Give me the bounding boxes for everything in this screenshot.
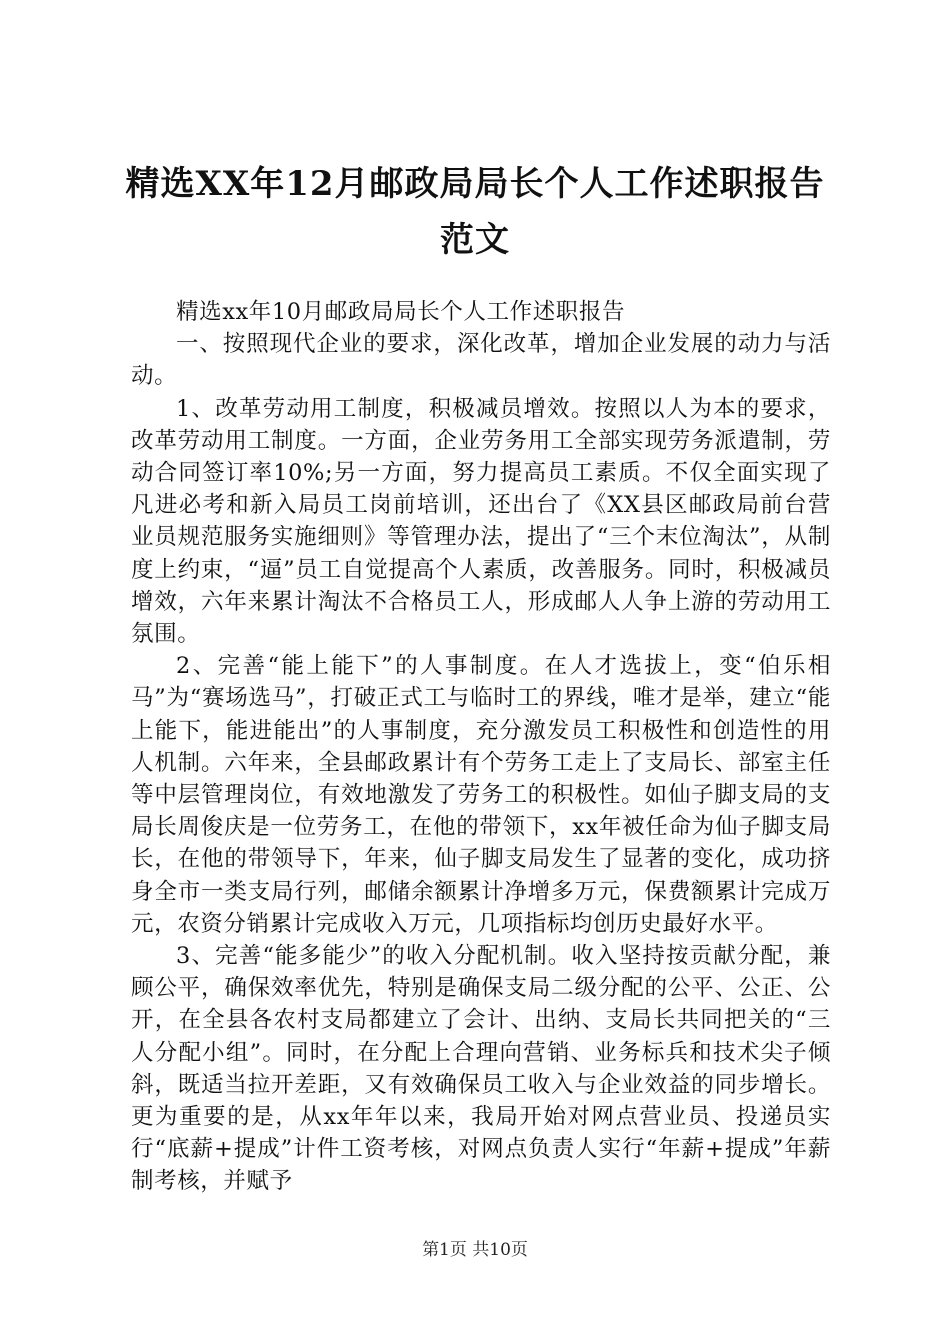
document-title: 精选XX年12月邮政局局长个人工作述职报告	[125, 164, 825, 204]
paragraph-item-1: 1、改革劳动用工制度，积极减员增效。按照以人为本的要求，改革劳动用工制度。一方面，企业劳务用工全部实现劳务派遣制，劳动合同签订率10%;另一方面，努力提高员工素质。不仅全面实现了凡进必考和新入局员工岗前培训，还出台了《XX县区邮政局前台营业员规范服务实施细则》等管理办法，提出了“三个末位淘汰”，从制度上约束，“逼”员工自觉提高个人素质，改善服务。同时，积极减员增效，六年来累计淘汰不合格员工人，形成邮人人争上游的劳动用工氛围。	[131, 395, 831, 648]
paragraph-item-3: 3、完善“能多能少”的收入分配机制。收入坚持按贡献分配，兼顾公平，确保效率优先，特别是确保支局二级分配的公平、公正、公开，在全县各农村支局都建立了会计、出纳、支局长共同把关的“三人分配小组”。同时，在分配上合理向营销、业务标兵和技术尖子倾斜，既适当拉开差距，又有效确保员工收入与企业效益的同步增长。更为重要的是，从xx年年以来，我局开始对网点营业员、投递员实行“底薪+提成”计件工资考核，对网点负责人实行“年薪+提成”年薪制考核，并赋予	[131, 943, 831, 1195]
paragraph-section-heading: 一、按照现代企业的要求，深化改革，增加企业发展的动力与活动。	[131, 331, 831, 390]
page-number-footer: 第1页 共10页	[422, 1240, 528, 1260]
document-body	[131, 296, 831, 1198]
paragraph-item-2: 2、完善“能上能下”的人事制度。在人才选拔上，变“伯乐相马”为“赛场选马”，打破正式工与临时工的界线，唯才是举，建立“能上能下，能进能出”的人事制度，充分激发员工积极性和创造性的用人机制。六年来，全县邮政累计有个劳务工走上了支局长、部室主任等中层管理岗位，有效地激发了劳务工的积极性。如仙子脚支局的支局长周俊庆是一位劳务工，在他的带领下，xx年被任命为仙子脚支局长，在他的带领导下，年来，仙子脚支局发生了显著的变化，成功挤身全市一类支局行列，邮储余额累计净增多万元，保费额累计完成万元，农资分销累计完成收入万元，几项指标均创历史最好水平。	[131, 653, 831, 937]
document-title-continued: 范文	[440, 220, 510, 260]
paragraph-subtitle: 精选xx年10月邮政局局长个人工作述职报告	[176, 299, 626, 325]
